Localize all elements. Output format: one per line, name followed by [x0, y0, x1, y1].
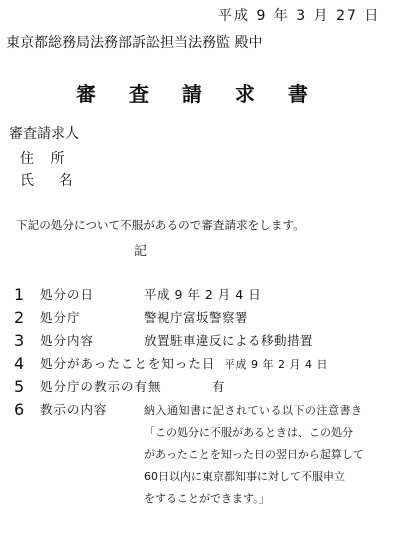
item-label: 教示の内容 [40, 402, 108, 417]
item-value: 平成 9 年 2 月 4 日 [224, 358, 328, 371]
addressee-line: 東京都総務局法務部訴訟担当法務監 殿中 [6, 35, 263, 51]
item-value: 平成 9 年 2 月 4 日 [144, 287, 262, 302]
instruction-line: 「この処分に不服があるときは、この処分 [144, 426, 353, 439]
item-number: 1 [14, 285, 25, 304]
document-title: 審 査 請 求 書 [76, 82, 321, 106]
item-number: 6 [14, 400, 25, 419]
name-label: 氏 名 [20, 173, 83, 189]
item-number: 3 [14, 331, 25, 350]
document-date: 平成 9 年 3 月 27 日 [218, 8, 381, 24]
ki-heading: 記 [134, 244, 148, 259]
item-value: 納入通知書に記されている以下の注意書き [144, 404, 363, 417]
list-item [0, 402, 407, 426]
item-label: 処分があったことを知った日 [40, 356, 216, 371]
instruction-line: があったことを知った日の翌日から起算して [144, 448, 364, 461]
item-value: 放置駐車違反による移動措置 [144, 333, 314, 348]
list-item [0, 379, 407, 403]
item-label: 処分内容 [40, 333, 95, 348]
item-label: 処分の日 [40, 287, 95, 302]
item-value: 警視庁富坂警察署 [144, 310, 249, 325]
item-label: 処分庁 [40, 310, 81, 325]
list-item [0, 356, 407, 380]
instruction-line: をすることができます。」 [144, 492, 270, 505]
address-label: 住 所 [20, 151, 71, 167]
item-label: 処分庁の教示の有無 [40, 379, 162, 394]
list-item [0, 287, 407, 311]
list-item [0, 310, 407, 334]
intro-sentence: 下記の処分について不服があるので審査請求をします。 [16, 218, 305, 232]
item-number: 4 [14, 354, 25, 373]
list-item [0, 333, 407, 357]
instruction-line: 60日以内に東京都知事に対して不服申立 [144, 470, 345, 483]
item-number: 2 [14, 308, 25, 327]
item-number: 5 [14, 377, 25, 396]
applicant-heading: 審査請求人 [9, 126, 79, 142]
item-value: 有 [212, 379, 226, 394]
